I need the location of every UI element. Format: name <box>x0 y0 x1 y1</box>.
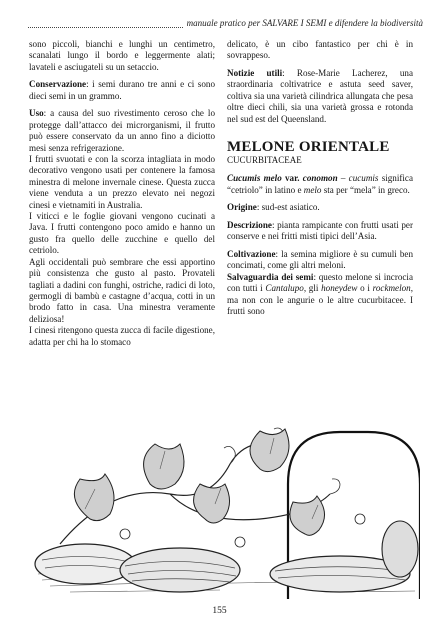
text-coltivazione: : la semina migliore è su cumuli ben concimati, come gli altri meloni. <box>227 249 413 271</box>
paragraph-viticci: I viticci e le foglie giovani vengono cucinati a Java. I frutti contengono poco amido e hanno un gusto fra quello delle zucchine e quello del cetriolo. <box>29 211 215 256</box>
label-salvaguardia: Salvaguardia dei semi <box>227 271 314 282</box>
paragraph-uso <box>29 108 215 154</box>
binomial-name: Cucumis melo <box>227 173 282 184</box>
word-honeydew: honeydew <box>321 283 358 294</box>
text-origine: : sud-est asiatico. <box>256 202 320 213</box>
label-conservazione: Conservazione <box>29 79 87 90</box>
word-melo: melo <box>303 184 322 195</box>
paragraph-descrizione <box>227 220 413 243</box>
text-conservazione: : i semi durano tre anni e ci sono dieci semi in un grammo. <box>29 79 215 101</box>
var-word: var. <box>281 173 303 184</box>
paragraph-notizie <box>227 68 413 125</box>
variety-name: conomon <box>302 173 338 184</box>
label-origine: Origine <box>227 202 257 213</box>
text-salvaguardia-4: , ma non con le angurie o le altre cucurbitacee. I frutti sono <box>227 283 413 317</box>
text-descrizione: : pianta rampicante con frutti usati per conserve e nei fritti misti tipici dell’Asia. <box>227 220 413 242</box>
page-number: 155 <box>212 606 227 616</box>
word-rockmelon: rockmelon <box>372 283 411 294</box>
paragraph-seeds: sono piccoli, bianchi e lunghi un centimetro, scanalati lungo il bordo e leggermente alati; lavateli e asciugateli su un setaccio. <box>29 39 215 72</box>
text-notizie-utili: : Rose-Marie Lacherez, una straordinaria coltivatrice e astuta seed saver, coltiva sia una varietà cilindrica allungata che pesa oltre dieci chili, sia una varietà grossa e rotonda nel sud est del Queensland. <box>227 68 413 124</box>
label-notizie-utili: Notizie utili <box>227 68 283 78</box>
dash: – <box>337 173 349 184</box>
paragraph-frutti-svuotati: I frutti svuotati e con la scorza intagliata in modo decorativo vengono usati per contenere la famosa minestra di melone invernale cinese. Questa zucca viene venduta a un prezzo elevato nei negozi cinesi e vietnamiti in Australia. <box>29 154 215 210</box>
paragraph-cinesi: I cinesi ritengono questa zucca di facile digestione, adatta per chi ha lo stomaco <box>29 325 215 347</box>
paragraph-conservazione <box>29 79 215 102</box>
word-cucumis: cucumis <box>348 173 379 184</box>
paragraph-etymology <box>227 173 413 196</box>
running-header <box>28 14 423 28</box>
text-uso: : a causa del suo rivestimento ceroso che lo protegge dall’attacco dei microrganismi, il frutto può essere conservato da un anno fino a diciotto mesi senza refrigerazione. <box>29 108 215 153</box>
paragraph-salvaguardia <box>227 272 413 318</box>
right-column <box>227 39 413 317</box>
plant-family: CUCURBITACEAE <box>227 155 302 166</box>
paragraph-coltivazione <box>227 249 413 272</box>
label-coltivazione: Coltivazione <box>227 249 276 260</box>
paragraph-delicato: delicato, è un cibo fantastico per chi è in sovrappeso. <box>227 39 413 61</box>
etymology-text-2: sta per “mela” in greco. <box>321 184 410 195</box>
running-title: manuale pratico per SALVARE I SEMI e difendere la biodiversità <box>186 18 423 28</box>
section-title: MELONE ORIENTALE <box>227 139 390 156</box>
paragraph-origine <box>227 202 413 213</box>
text-salvaguardia-2: , gli <box>303 283 322 294</box>
word-cantalupo: Cantalupo <box>265 283 304 294</box>
left-column <box>29 39 215 348</box>
text-salvaguardia-1: : questo melone si incrocia con tutti i <box>227 271 413 294</box>
header-dotted-leader <box>28 19 183 28</box>
etymology-text-1: significa “cetriolo” in latino e <box>227 173 414 195</box>
label-uso: Uso <box>29 108 44 119</box>
label-descrizione: Descrizione <box>227 220 272 231</box>
text-salvaguardia-3: o i <box>357 283 373 294</box>
paragraph-occidentali: Agli occidentali può sembrare che essi apportino più consistenza che gusto al pasto. Provateli tagliati a dadini con funghi, ostriche, radici di loto, germogli di bambù e castagne d’acqua, cotti in un brodo fatto in casa. Una minestra veramente deliziosa! <box>29 256 215 324</box>
melon-vine-illustration-icon <box>30 424 420 599</box>
